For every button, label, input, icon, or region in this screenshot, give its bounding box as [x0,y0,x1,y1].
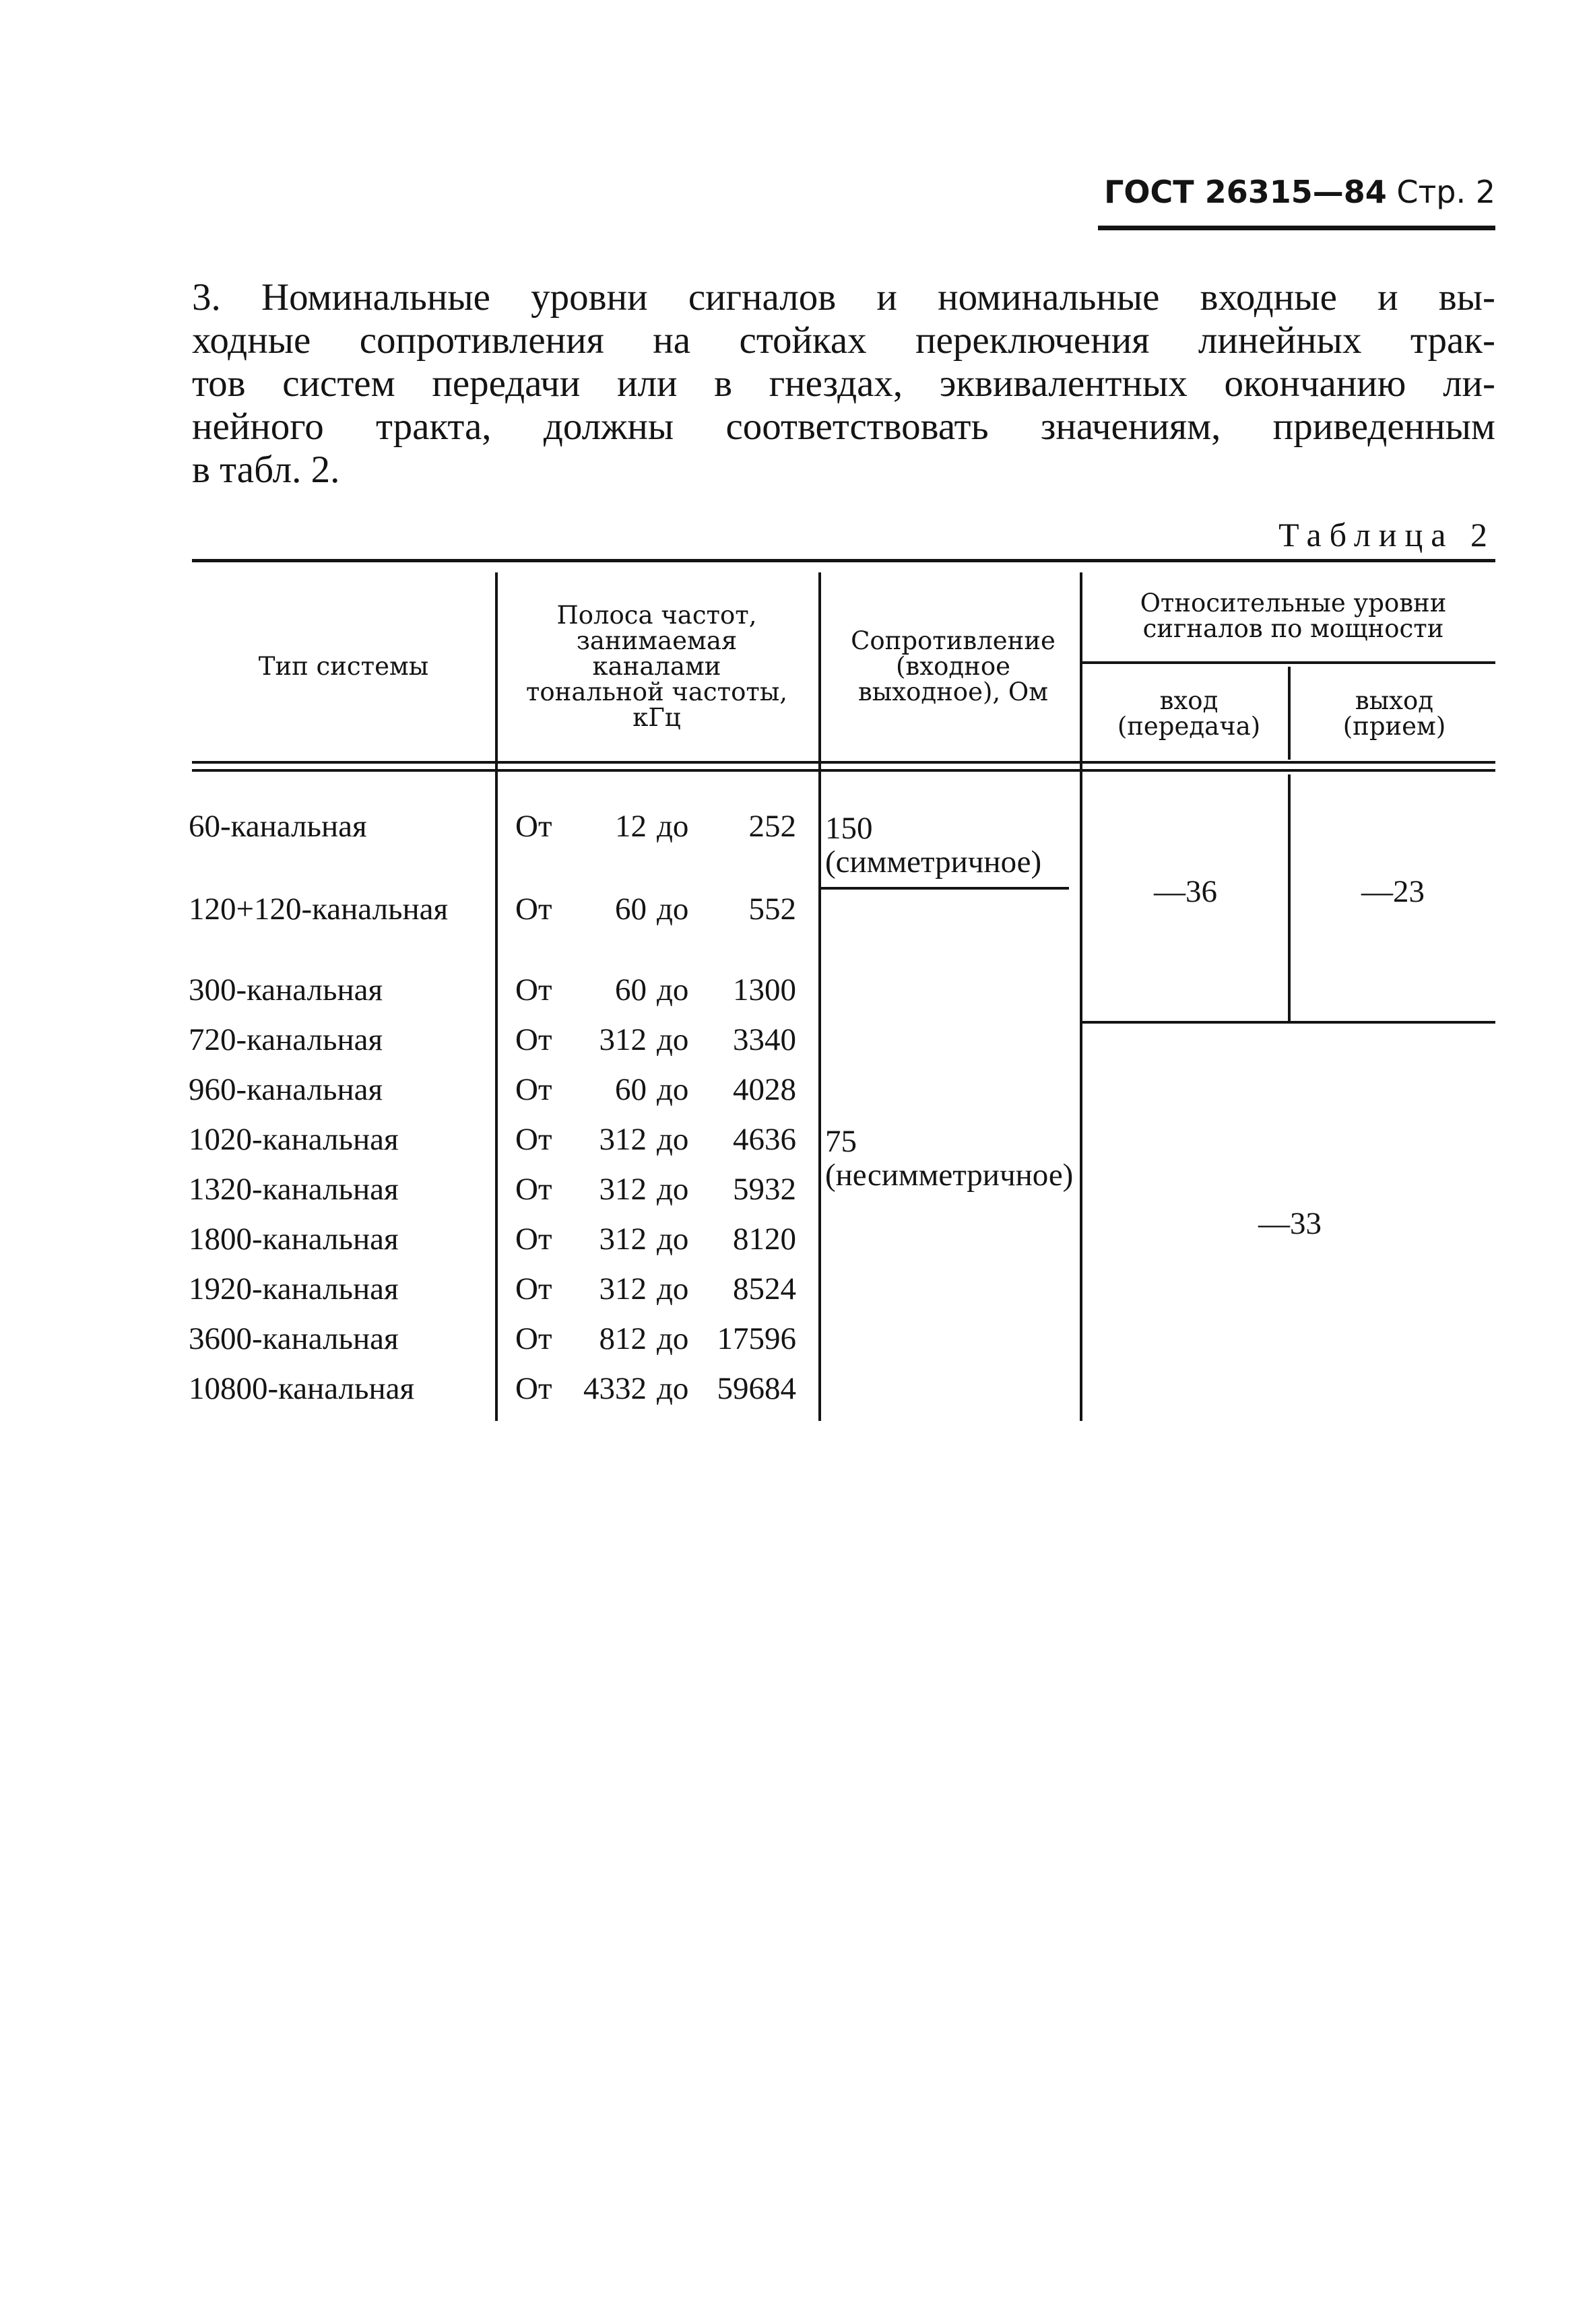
levels-group-rule [1082,1021,1495,1024]
range-from-word: От [515,972,552,1007]
table-caption: Таблица 2 [1278,516,1495,554]
range-to-value: 3340 [733,1022,796,1057]
system-type: 3600-канальная [189,1321,399,1356]
range-to-value: 8120 [733,1222,796,1257]
range-from-word: От [515,1321,552,1356]
header-levels: Относительные уровни сигналов по мощности [1140,589,1447,643]
table-top-rule [192,559,1495,562]
range-to-word: до [657,1072,689,1107]
system-type: 720-канальная [189,1022,383,1057]
range-from-value: 312 [599,1022,647,1057]
header-rule [1098,226,1495,230]
system-type: 1800-канальная [189,1222,399,1257]
range-from-value: 60 [615,1072,647,1107]
range-to-word: до [657,1122,689,1157]
output-level-value: —23 [1361,874,1425,909]
range-from-word: От [515,892,552,927]
range-from-value: 12 [615,809,647,844]
range-from-value: 312 [599,1172,647,1207]
paragraph-line: 3. Номинальные уровни сигналов и номинальные входные и вы- [192,276,1495,319]
range-from-word: От [515,1222,552,1257]
page-number: Стр. 2 [1396,174,1495,210]
paragraph-line: ходные сопротивления на стойках переключения линейных трак- [192,319,1495,362]
range-to-word: до [657,1172,689,1207]
system-type: 1920-канальная [189,1271,399,1306]
range-to-word: до [657,1271,689,1306]
combined-level-value: —33 [1258,1206,1322,1241]
paragraph-line: тов систем передачи или в гнездах, эквивалентных окончанию ли- [192,362,1495,405]
header-resistance: Сопротивление (входное выходное), Ом [851,626,1056,706]
header-output: выход (прием) [1342,686,1446,741]
range-to-word: до [657,1371,689,1406]
range-to-value: 4636 [733,1122,796,1157]
system-type: 300-канальная [189,972,383,1007]
resistance-value: 150 (симметричное) [825,811,1042,879]
range-from-value: 312 [599,1271,647,1306]
range-from-word: От [515,1271,552,1306]
resistance-value: 75 (несимметричное) [825,1124,1074,1193]
levels-subheader-rule [1082,661,1495,664]
input-level-value: —36 [1154,874,1217,909]
range-to-value: 17596 [717,1321,796,1356]
standard-number: ГОСТ 26315—84 [1104,174,1387,210]
range-from-word: От [515,1172,552,1207]
range-to-value: 8524 [733,1271,796,1306]
page-header [1091,174,1495,210]
range-to-word: до [657,1022,689,1057]
range-to-value: 59684 [717,1371,796,1406]
system-type: 60-канальная [189,809,367,844]
range-from-value: 60 [615,972,647,1007]
header-bottom-rule [192,769,1495,772]
range-to-value: 252 [748,809,796,844]
system-type: 10800-канальная [189,1371,415,1406]
range-to-word: до [657,809,689,844]
column-rule [1080,572,1082,1421]
range-to-value: 5932 [733,1172,796,1207]
range-from-value: 312 [599,1122,647,1157]
system-type: 120+120-канальная [189,892,449,927]
system-type: 1320-канальная [189,1172,399,1207]
range-from-value: 60 [615,892,647,927]
header-system-type: Тип системы [258,652,429,681]
range-from-value: 4332 [583,1371,647,1406]
range-from-word: От [515,1122,552,1157]
paragraph-line: нейного тракта, должны соответствовать значениям, приведенным [192,405,1495,448]
system-type: 960-канальная [189,1072,383,1107]
column-rule [495,572,498,1421]
column-rule [1288,667,1291,760]
range-from-word: От [515,1022,552,1057]
range-to-value: 4028 [733,1072,796,1107]
range-from-value: 312 [599,1222,647,1257]
header-bottom-rule [192,761,1495,764]
range-from-word: От [515,1371,552,1406]
range-from-word: От [515,809,552,844]
range-from-value: 812 [599,1321,647,1356]
system-type: 1020-канальная [189,1122,399,1157]
range-to-value: 1300 [733,972,796,1007]
clause-3-paragraph [192,276,1495,492]
paragraph-line: в табл. 2. [192,449,340,491]
range-to-word: до [657,1222,689,1257]
range-to-word: до [657,892,689,927]
column-rule [818,572,821,1421]
header-frequency-band: Полоса частот, занимаемая каналами тональной частоты, кГц [525,601,788,732]
resistance-group-rule [820,887,1069,890]
range-from-word: От [515,1072,552,1107]
header-input: вход (передача) [1117,686,1261,741]
range-to-value: 552 [748,892,796,927]
range-to-word: до [657,972,689,1007]
column-rule [1288,774,1291,1021]
range-to-word: до [657,1321,689,1356]
